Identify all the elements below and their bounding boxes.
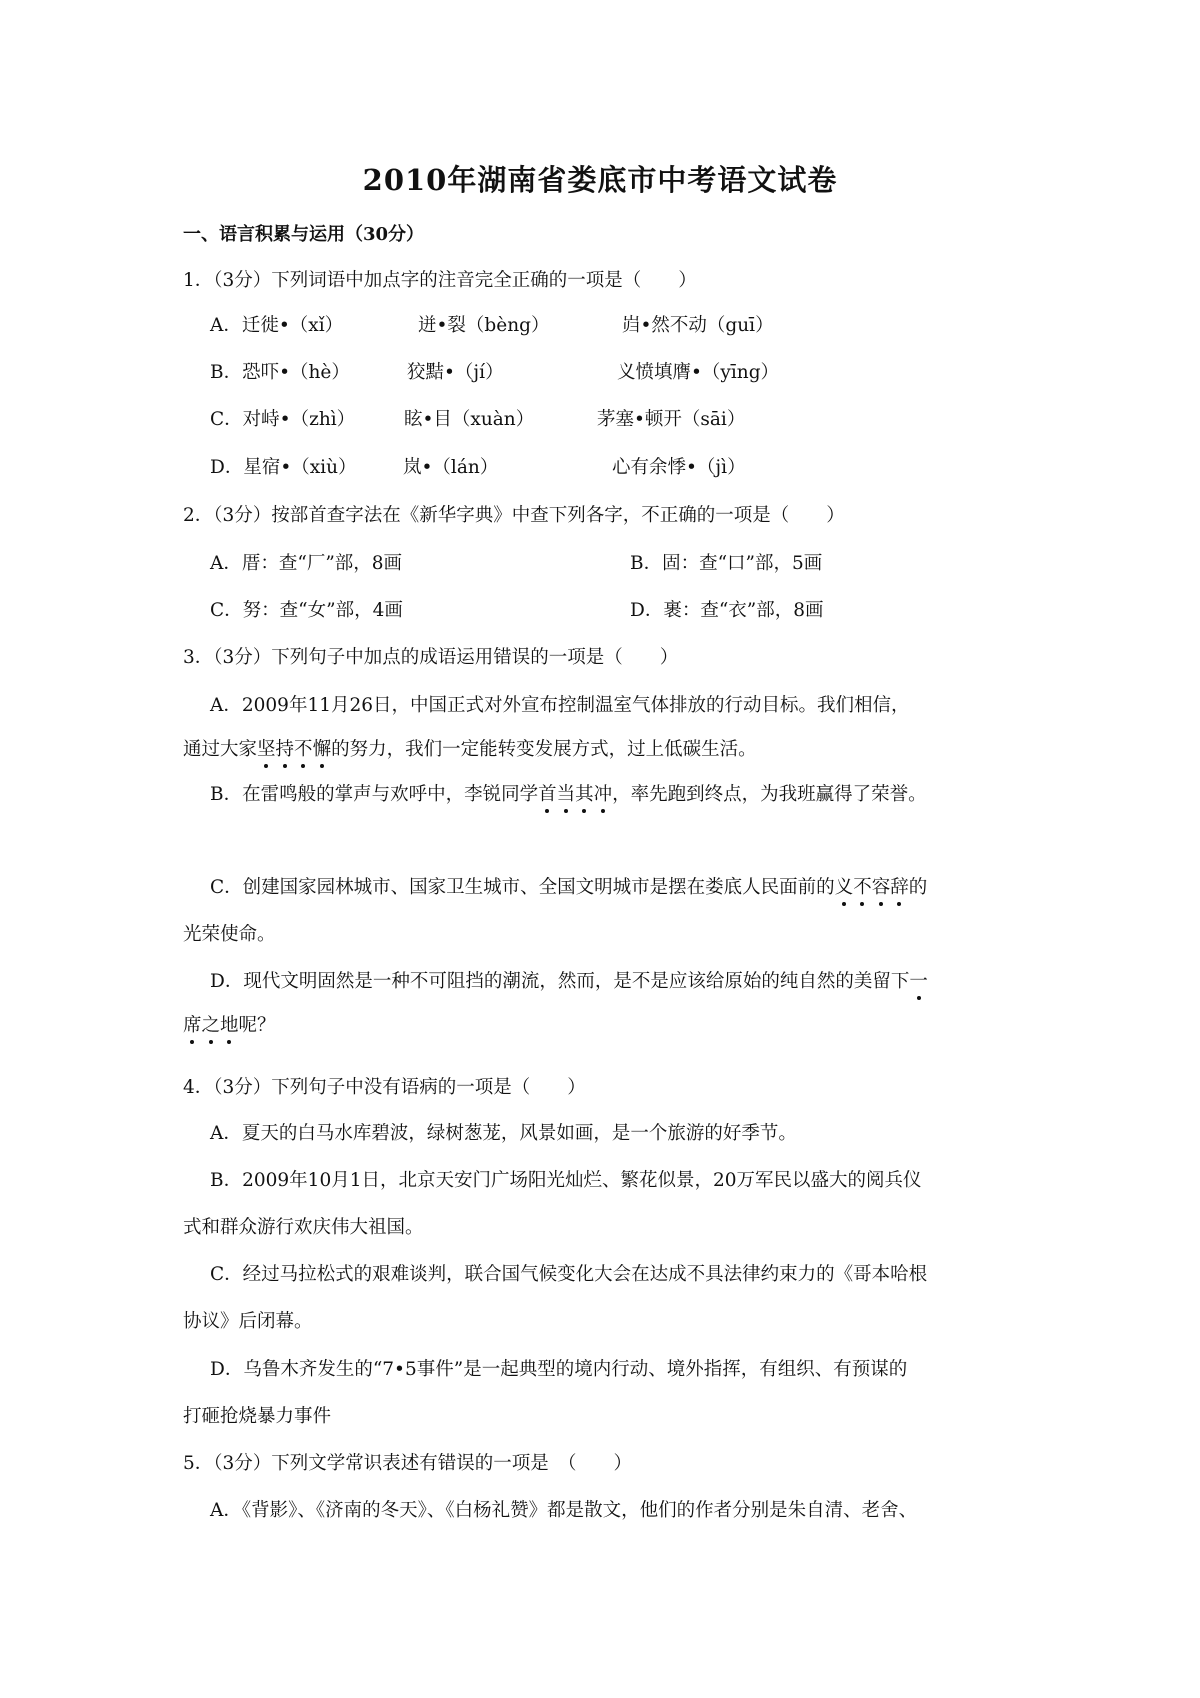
q3-a-text-after: 的努力，我们一定能转变发展方式，过上低碳生活。 — [331, 739, 757, 760]
emphasized-char: 席 — [183, 1015, 202, 1036]
q3-option-b — [210, 782, 927, 808]
q4-option-a: A．夏天的白马水库碧波，绿树葱茏，风景如画，是一个旅游的好季节。 — [210, 1123, 797, 1144]
q1-option-d-word1: D．星宿•（xiù） — [210, 457, 357, 478]
q3-option-d-line2 — [183, 1013, 276, 1039]
q3-option-d-line1 — [210, 969, 928, 995]
q1-option-d-word2: 岚•（lán） — [403, 457, 499, 478]
q4-option-c-line2: 协议》后闭幕。 — [183, 1311, 313, 1332]
question-4-stem: 4．（3分）下列句子中没有语病的一项是（ ） — [183, 1077, 586, 1098]
q3-option-c-line2: 光荣使命。 — [183, 924, 276, 945]
q3-c-text-after: 的 — [908, 877, 928, 898]
emphasized-char: 容 — [871, 877, 891, 898]
q3-c-text-before: C．创建国家园林城市、国家卫生城市、全国文明城市是摆在娄底人民面前的 — [210, 877, 835, 898]
q1-option-c-word2: 眩•目（xuàn） — [404, 409, 535, 430]
q4-option-b-line2: 式和群众游行欢庆伟大祖国。 — [183, 1217, 424, 1238]
q2-option-b: B．固：查“口”部，5画 — [630, 553, 823, 574]
q1-option-b-word2: 狡黠•（jí） — [407, 362, 504, 383]
emphasized-char: 持 — [275, 739, 295, 760]
emphasized-char: 辞 — [890, 877, 909, 898]
q1-option-a-word3: 岿•然不动（guī） — [622, 315, 774, 336]
emphasized-char: 之 — [201, 1015, 221, 1036]
emphasized-char: 懈 — [312, 739, 332, 760]
emphasized-char: 冲 — [593, 784, 613, 805]
q2-option-d: D．裹：查“衣”部，8画 — [630, 600, 824, 621]
q3-b-text-after: ，率先跑到终点，为我班赢得了荣誉。 — [612, 784, 927, 805]
q4-option-c-line1: C．经过马拉松式的艰难谈判，联合国气候变化大会在达成不具法律约束力的《哥本哈根 — [210, 1264, 928, 1285]
q4-option-b-line1: B．2009年10月1日，北京天安门广场阳光灿烂、繁花似景，20万军民以盛大的阅兵仪 — [210, 1170, 922, 1191]
emphasized-char: 一 — [909, 971, 928, 992]
q1-option-c-word1: C．对峙•（zhì） — [210, 409, 356, 430]
q3-d-text-after: 呢？ — [238, 1015, 276, 1036]
q2-option-c: C．努：查“女”部，4画 — [210, 600, 403, 621]
q1-option-b-word3: 义愤填膺•（yīng） — [617, 362, 780, 383]
section-heading: 一、语言积累与运用（30分） — [183, 224, 425, 245]
emphasized-char: 义 — [834, 877, 854, 898]
q1-option-c-word3: 茅塞•顿开（sāi） — [597, 409, 746, 430]
emphasized-char: 地 — [220, 1015, 239, 1036]
q4-option-d-line2: 打砸抢烧暴力事件 — [183, 1406, 332, 1427]
question-2-stem: 2．（3分）按部首查字法在《新华字典》中查下列各字，不正确的一项是（ ） — [183, 505, 845, 526]
q2-option-a: A．厝：查“厂”部，8画 — [210, 553, 403, 574]
q3-a-text-before: 通过大家 — [183, 739, 258, 760]
q1-option-d-word3: 心有余悸•（jì） — [612, 457, 746, 478]
emphasized-char: 不 — [294, 739, 313, 760]
q1-option-a-word2: 迸•裂（bèng） — [418, 315, 550, 336]
q1-option-a-word1: A．迁徙•（xǐ） — [210, 315, 344, 336]
q5-option-a-line1: A．《背影》、《济南的冬天》、《白杨礼赞》都是散文，他们的作者分别是朱自清、老舍、 — [210, 1500, 918, 1521]
q3-b-text-before: B．在雷鸣般的掌声与欢呼中，李锐同学 — [210, 784, 539, 805]
question-3-stem: 3．（3分）下列句子中加点的成语运用错误的一项是（ ） — [183, 647, 679, 668]
emphasized-char: 坚 — [257, 739, 276, 760]
q4-option-d-line1: D．乌鲁木齐发生的“7•5事件”是一起典型的境内行动、境外指挥，有组织、有预谋的 — [210, 1359, 908, 1380]
emphasized-char: 当 — [556, 784, 576, 805]
emphasized-char: 首 — [538, 784, 557, 805]
question-5-stem: 5．（3分）下列文学常识表述有错误的一项是 （ ） — [183, 1453, 633, 1474]
q3-option-c-line1 — [210, 875, 927, 901]
q3-d-text-before: D．现代文明固然是一种不可阻挡的潮流，然而，是不是应该给原始的纯自然的美留下 — [210, 971, 910, 992]
question-1-stem: 1．（3分）下列词语中加点字的注音完全正确的一项是（ ） — [183, 270, 697, 291]
emphasized-char: 不 — [853, 877, 872, 898]
q1-option-b-word1: B．恐吓•（hè） — [210, 362, 350, 383]
q3-option-a-line1: A．2009年11月26日，中国正式对外宣布控制温室气体排放的行动目标。我们相信， — [210, 695, 910, 716]
page-title: 2010年湖南省娄底市中考语文试卷 — [362, 163, 838, 197]
q3-option-a-line2 — [183, 737, 757, 763]
emphasized-char: 其 — [575, 784, 594, 805]
